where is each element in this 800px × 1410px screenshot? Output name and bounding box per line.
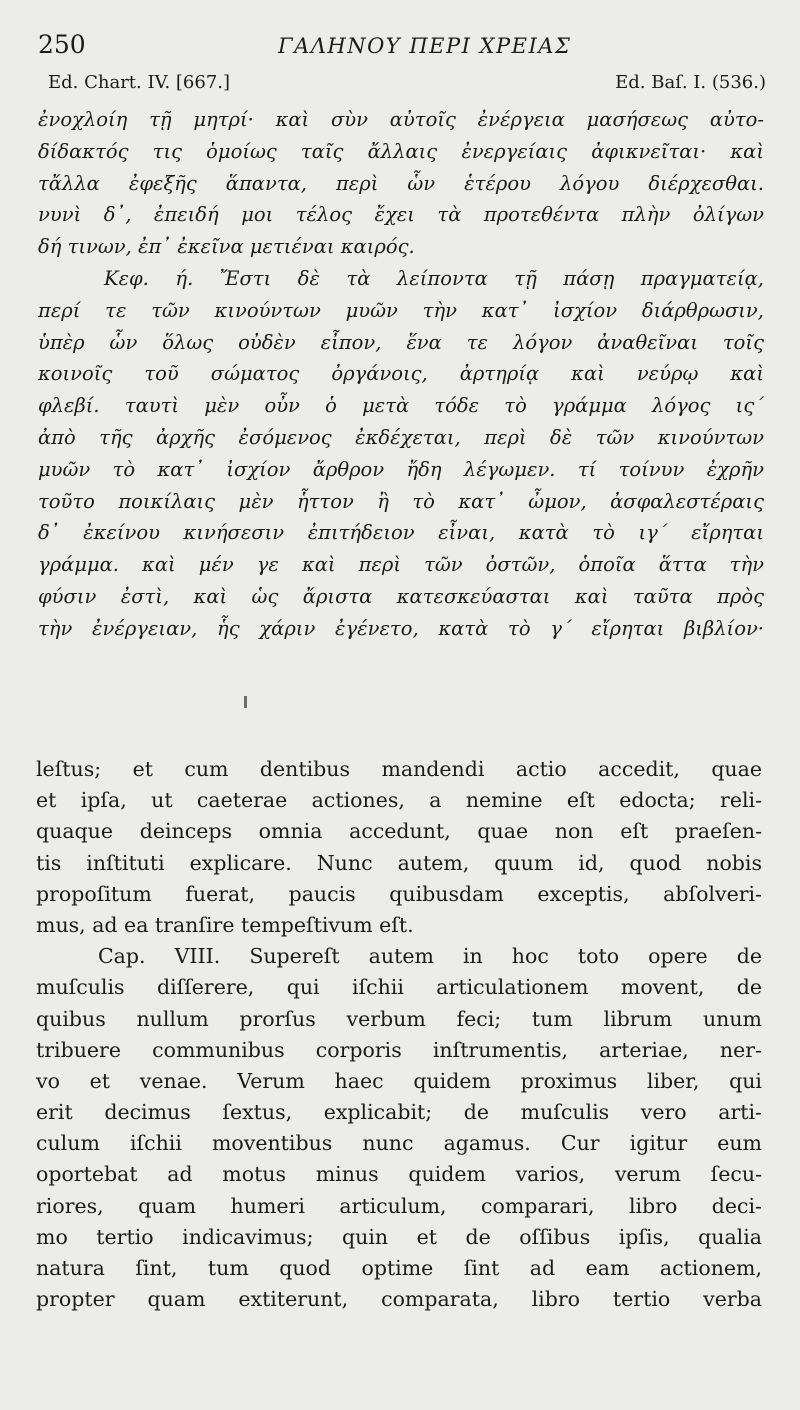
edition-references (48, 72, 766, 100)
greek-line: φλεβί. ταυτὶ μὲν οὖν ὁ μετὰ τόδε τὸ γράμμα λόγος ις´ (38, 394, 764, 418)
greek-line: μυῶν τὸ κατ᾽ ἰσχίον ἄρθρον ἤδη λέγωμεν. τί τοίνυν ἐχρῆν (38, 457, 764, 481)
greek-line: δ᾽ ἐκείνου κινήσεσιν ἐπιτήδειον εἶναι, κατὰ τὸ ιγ´ εἴρηται (38, 521, 764, 545)
latin-line: muſculis diſſerere, qui iſchii articulationem movent, de (36, 975, 762, 1000)
edition-basel: Ed. Baſ. I. (536.) (615, 72, 766, 93)
latin-line: oportebat ad motus minus quidem varios, verum ſecu- (36, 1162, 762, 1187)
latin-text-block (36, 754, 762, 1315)
edition-chartier: Ed. Chart. IV. [667.] (48, 72, 231, 93)
latin-line: mo tertio indicavimus; quin et de oſſibus ipſis, qualia (36, 1224, 762, 1249)
greek-line: δίδακτός τις ὁμοίως ταῖς ἄλλαις ἐνεργείαις ἀφικνεῖται· καὶ (38, 139, 764, 163)
greek-line: τὴν ἐνέργειαν, ἧς χάριν ἐγένετο, κατὰ τὸ γ´ εἴρηται βιβλίον· (38, 616, 764, 640)
greek-line: γράμμα. καὶ μέν γε καὶ περὶ τῶν ὀστῶν, ὁποῖα ἅττα τὴν (38, 553, 764, 577)
latin-line: culum iſchii moventibus nunc agamus. Cur igitur eum (36, 1131, 762, 1156)
latin-line: et ipſa, ut caeterae actiones, a nemine eſt edocta; reli- (36, 788, 762, 813)
page-number: 250 (38, 30, 86, 59)
greek-line: τοῦτο ποικίλαις μὲν ἧττον ἢ τὸ κατ᾽ ὦμον, ἀσφαλεστέραις (38, 489, 764, 513)
print-mark (244, 696, 247, 708)
latin-line: riores, quam humeri articulum, comparari, libro deci- (36, 1193, 762, 1218)
greek-chapter-heading-line: Κεφ. ή. Ἔστι δὲ τὰ λείποντα τῇ πάσῃ πραγματείᾳ, (104, 266, 764, 290)
greek-line: ὑπὲρ ὧν ὅλως οὐδὲν εἶπον, ἕνα τε λόγον ἀναθεῖναι τοῖς (38, 330, 764, 354)
latin-line: quibus nullum prorſus verbum feci; tum librum unum (36, 1006, 762, 1031)
latin-line: vo et venae. Verum haec quidem proximus liber, qui (36, 1068, 762, 1093)
latin-line: tis inſtituti explicare. Nunc autem, quum id, quod nobis (36, 850, 762, 875)
page-header (38, 30, 768, 64)
latin-chapter-heading-line: Cap. VIII. Supereſt autem in hoc toto opere de (98, 944, 762, 969)
greek-line: ἀπὸ τῆς ἀρχῆς ἐσόμενος ἐκδέχεται, περὶ δὲ τῶν κινούντων (38, 425, 764, 449)
greek-line: περί τε τῶν κινούντων μυῶν τὴν κατ᾽ ἰσχίον διάρθρωσιν, (38, 298, 764, 322)
latin-line: leſtus; et cum dentibus mandendi actio accedit, quae (36, 757, 762, 781)
latin-line: erit decimus ſextus, explicabit; de muſculis vero arti- (36, 1100, 762, 1125)
latin-line: mus, ad ea tranſire tempeſtivum eſt. (36, 912, 414, 937)
latin-line: quaque deinceps omnia accedunt, quae non eſt praeſen- (36, 819, 762, 844)
latin-line: propoſitum fuerat, paucis quibusdam exceptis, abſolveri- (36, 881, 762, 906)
latin-line: tribuere communibus corporis inſtrumentis, arteriae, ner- (36, 1037, 762, 1062)
greek-text-block (38, 104, 764, 645)
greek-line: νυνὶ δ᾽, ἐπειδή μοι τέλος ἔχει τὰ προτεθέντα πλὴν ὀλίγων (38, 203, 764, 227)
latin-line: propter quam extiterunt, comparata, libro tertio verba (36, 1287, 762, 1312)
greek-line: τἄλλα ἐφεξῆς ἅπαντα, περὶ ὧν ἑτέρου λόγου διέρχεσθαι. (38, 171, 764, 195)
running-title: ΓΑΛΗΝΟΥ ΠΕΡΙ ΧΡΕΙΑΣ (278, 34, 572, 58)
latin-line: natura ſint, tum quod optime ſint ad eam actionem, (36, 1256, 762, 1280)
greek-line: ἐνοχλοίη τῇ μητρί· καὶ σὺν αὐτοῖς ἐνέργεια μασήσεως αὐτο- (38, 108, 764, 131)
greek-line: φύσιν ἐστὶ, καὶ ὡς ἄριστα κατεσκεύασται καὶ ταῦτα πρὸς (38, 584, 764, 608)
greek-line: κοινοῖς τοῦ σώματος ὀργάνοις, ἀρτηρίᾳ καὶ νεύρῳ καὶ (38, 362, 764, 386)
greek-line: δή τινων, ἐπ᾽ ἐκεῖνα μετιέναι καιρός. (38, 235, 415, 259)
